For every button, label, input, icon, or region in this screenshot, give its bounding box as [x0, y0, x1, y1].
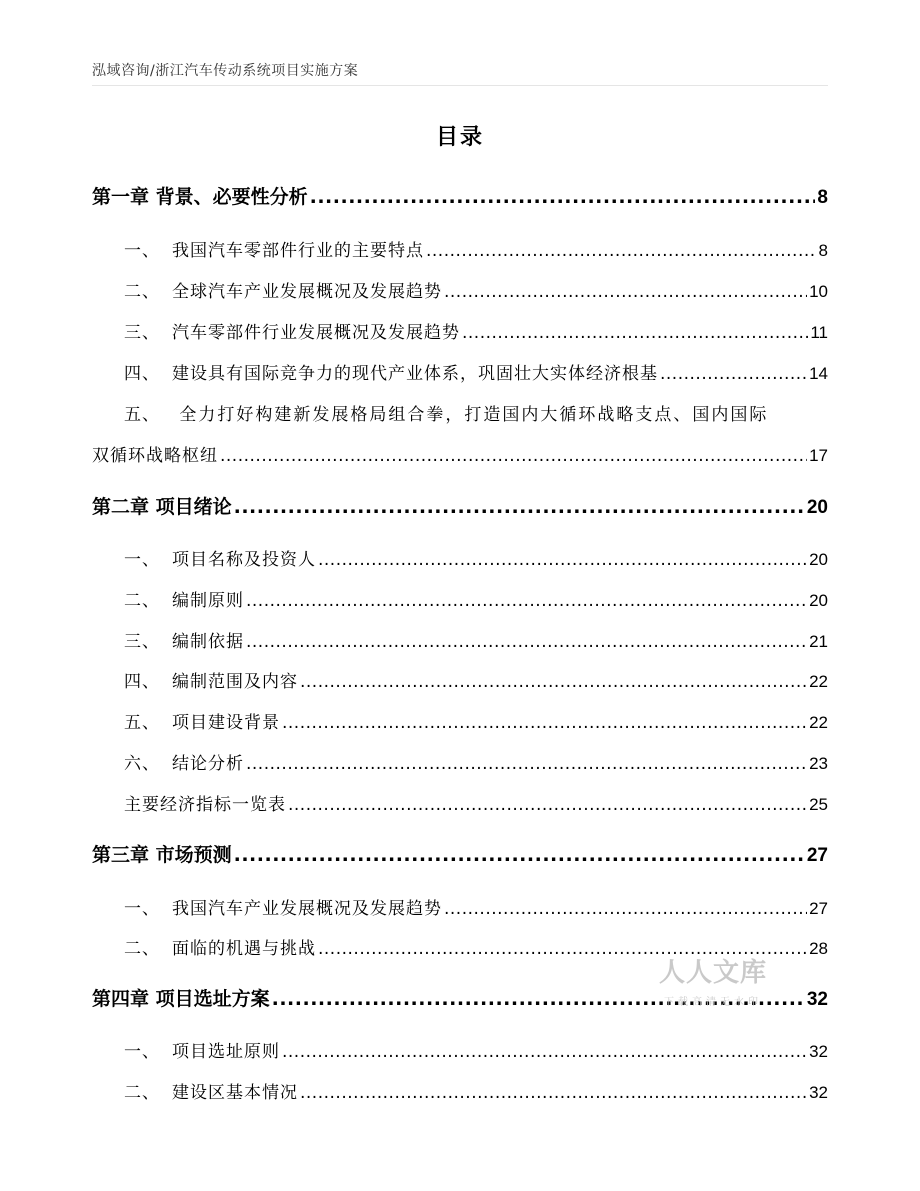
toc-section-number: 四、	[124, 364, 160, 384]
watermark-sub-text: 下载高清无水印	[664, 997, 762, 1008]
toc-section-number: 一、	[124, 241, 160, 261]
toc-section-number: 三、	[124, 632, 160, 652]
toc-section-2-1[interactable]	[124, 545, 828, 570]
toc-section-3-2[interactable]	[124, 934, 828, 959]
toc-section-number: 二、	[124, 939, 160, 959]
toc-section-number: 二、	[124, 1083, 160, 1103]
toc-entry-label: 我国汽车零部件行业的主要特点	[172, 241, 424, 261]
toc-page-number: 8	[817, 187, 828, 208]
toc-page-number: 10	[809, 282, 828, 301]
toc-entry-label: 第四章 项目选址方案	[92, 988, 270, 1010]
toc-section-number: 一、	[124, 550, 160, 570]
toc-page-number: 20	[809, 550, 828, 569]
toc-entry-label: 第三章 市场预测	[92, 844, 232, 866]
dot-leader	[318, 939, 807, 959]
toc-section-1-2[interactable]	[124, 277, 828, 302]
dot-leader	[282, 713, 807, 733]
toc-entry-label: 编制依据	[172, 632, 244, 652]
dot-leader	[660, 364, 807, 384]
toc-entry-label: 编制原则	[172, 591, 244, 611]
toc-entry-label: 项目选址原则	[172, 1042, 280, 1062]
dot-leader	[234, 844, 805, 866]
toc-page-number: 21	[809, 632, 828, 651]
dot-leader	[310, 186, 816, 208]
page-header: 泓域咨询/浙江汽车传动系统项目实施方案	[92, 63, 359, 79]
toc-section-4-1[interactable]	[124, 1037, 828, 1062]
toc-section-2-5[interactable]	[124, 708, 828, 733]
toc-entry-label: 全力打好构建新发展格局组合拳，打造国内大循环战略支点、国内国际	[172, 405, 769, 425]
dot-leader	[444, 282, 807, 302]
toc-section-number: 四、	[124, 672, 160, 692]
dot-leader	[246, 591, 807, 611]
toc-entry-label: 主要经济指标一览表	[124, 795, 286, 815]
dot-leader	[288, 795, 807, 815]
toc-section-2-6[interactable]	[124, 749, 828, 774]
dot-leader	[444, 899, 807, 919]
dot-leader	[234, 496, 805, 518]
toc-page-number: 22	[809, 713, 828, 732]
toc-entry-label: 建设具有国际竞争力的现代产业体系，巩固壮大实体经济根基	[172, 364, 658, 384]
toc-section-2-4[interactable]	[124, 667, 828, 692]
dot-leader	[318, 550, 807, 570]
toc-page-number: 20	[806, 497, 828, 518]
toc-section-1-5-line1[interactable]	[124, 400, 768, 425]
toc-entry-label: 双循环战略枢纽	[92, 446, 218, 466]
toc-entry-label: 面临的机遇与挑战	[172, 939, 316, 959]
toc-page-number: 8	[818, 241, 828, 260]
toc-entry-label: 项目建设背景	[172, 713, 280, 733]
toc-section-2-7[interactable]	[124, 790, 828, 815]
toc-entry-label: 全球汽车产业发展概况及发展趋势	[172, 282, 442, 302]
toc-entry-label: 建设区基本情况	[172, 1083, 298, 1103]
toc-page-number: 20	[809, 591, 828, 610]
toc-section-1-1[interactable]	[124, 236, 828, 261]
toc-section-4-2[interactable]	[124, 1078, 828, 1103]
toc-section-2-2[interactable]	[124, 586, 828, 611]
dot-leader	[246, 632, 807, 652]
dot-leader	[246, 754, 807, 774]
toc-section-number: 五、	[124, 405, 160, 425]
toc-page-number: 32	[809, 1083, 828, 1102]
toc-entry-label: 我国汽车产业发展概况及发展趋势	[172, 899, 442, 919]
toc-page-number: 27	[806, 845, 828, 866]
toc-section-number: 三、	[124, 323, 160, 343]
toc-section-number: 二、	[124, 282, 160, 302]
toc-chapter-2[interactable]	[92, 492, 828, 519]
toc-section-number: 六、	[124, 754, 160, 774]
toc-page-number: 32	[806, 989, 828, 1010]
toc-section-1-5-line2[interactable]	[92, 441, 828, 466]
dot-leader	[220, 446, 807, 466]
toc-page-number: 28	[809, 939, 828, 958]
toc-page-number: 17	[809, 446, 828, 465]
dot-leader	[426, 241, 817, 261]
watermark-logo	[648, 958, 778, 1010]
dot-leader	[300, 672, 807, 692]
dot-leader	[300, 1083, 807, 1103]
toc-chapter-3[interactable]	[92, 840, 828, 867]
dot-leader	[462, 323, 808, 343]
header-divider	[92, 85, 828, 86]
toc-section-3-1[interactable]	[124, 894, 828, 919]
toc-entry-label: 结论分析	[172, 754, 244, 774]
dot-leader	[282, 1042, 807, 1062]
toc-entry-label: 第二章 项目绪论	[92, 496, 232, 518]
toc-entry-label: 第一章 背景、必要性分析	[92, 186, 308, 208]
toc-entry-label: 汽车零部件行业发展概况及发展趋势	[172, 323, 460, 343]
toc-page-number: 22	[809, 672, 828, 691]
toc-chapter-1[interactable]	[92, 182, 828, 209]
toc-page-number: 14	[809, 364, 828, 383]
toc-page-number: 27	[809, 899, 828, 918]
toc-section-number: 一、	[124, 899, 160, 919]
toc-entry-label: 项目名称及投资人	[172, 550, 316, 570]
toc-section-number: 五、	[124, 713, 160, 733]
toc-page-number: 32	[809, 1042, 828, 1061]
watermark-main-text: 人人文库	[658, 958, 767, 988]
toc-section-2-3[interactable]	[124, 627, 828, 652]
toc-title: 目录	[435, 125, 484, 150]
toc-page-number: 23	[809, 754, 828, 773]
toc-section-1-4[interactable]	[124, 359, 828, 384]
toc-page-number: 11	[810, 323, 828, 342]
toc-section-number: 一、	[124, 1042, 160, 1062]
toc-section-number: 二、	[124, 591, 160, 611]
toc-page-number: 25	[809, 795, 828, 814]
toc-section-1-3[interactable]	[124, 318, 828, 343]
toc-entry-label: 编制范围及内容	[172, 672, 298, 692]
